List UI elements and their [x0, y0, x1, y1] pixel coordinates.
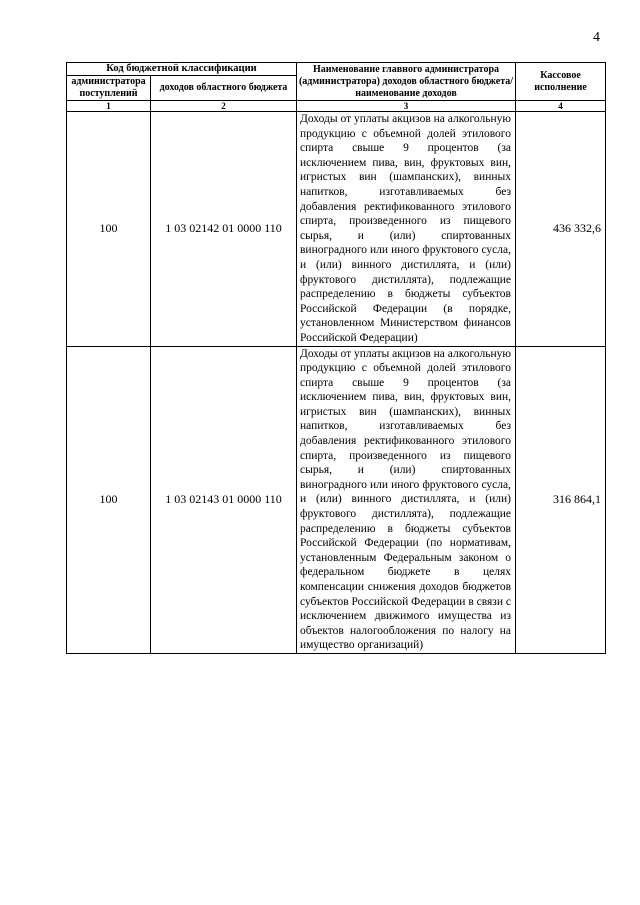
header-amount: Кассовое исполнение — [516, 63, 606, 101]
row-admin-code: 100 — [67, 346, 151, 653]
table-row — [67, 346, 606, 653]
header-name: Наименование главного администратора (администратора) доходов областного бюджета/ наименование доходов — [297, 63, 516, 101]
column-number-row — [67, 101, 606, 112]
row-admin-code: 100 — [67, 112, 151, 347]
row-income-code: 1 03 02143 01 0000 110 — [151, 346, 297, 653]
header-row-top — [67, 63, 606, 76]
row-description: Доходы от уплаты акцизов на алкогольную продукцию с объемной долей этилового спирта свыше 9 процентов (за исключением пива, вин, фруктовых вин, игристых вин (шампанских), винных напитков, изготавливаемых без добавления ректификованного этилового спирта, произведенного из пищевого сырья, и (или) спиртованных виноградного или иного фруктового сусла, и (или) винного дистиллята, и (или) фруктового дистиллята), подлежащие распределению в бюджеты субъектов Российской Федерации (в порядке, установленном Министерством финансов Российской Федерации) — [297, 112, 516, 347]
header-admin: администратора поступлений — [67, 76, 151, 101]
column-number-2: 2 — [151, 101, 297, 112]
table-row — [67, 112, 606, 347]
page-number: 4 — [593, 30, 600, 45]
row-amount: 436 332,6 — [516, 112, 606, 347]
column-number-4: 4 — [516, 101, 606, 112]
column-number-1: 1 — [67, 101, 151, 112]
header-code-group: Код бюджетной классификации — [67, 63, 297, 76]
budget-revenue-table — [66, 62, 606, 654]
header-income: доходов областного бюджета — [151, 76, 297, 101]
row-description: Доходы от уплаты акцизов на алкогольную продукцию с объемной долей этилового спирта свыше 9 процентов (за исключением пива, вин, фруктовых вин, игристых вин (шампанских), винных напитков, изготавливаемых без добавления ректификованного этилового спирта, произведенного из пищевого сырья, и (или) спиртованных виноградного или иного фруктового сусла, и (или) винного дистиллята, и (или) фруктового дистиллята), подлежащие распределению в бюджеты субъектов Российской Федерации (по нормативам, установленным Федеральным законом о федеральном бюджете в целях компенсации снижения доходов бюджетов субъектов Российской Федерации в связи с исключением движимого имущества из объектов налогообложения по налогу на имущество организаций) — [297, 346, 516, 653]
column-number-3: 3 — [297, 101, 516, 112]
row-income-code: 1 03 02142 01 0000 110 — [151, 112, 297, 347]
row-amount: 316 864,1 — [516, 346, 606, 653]
